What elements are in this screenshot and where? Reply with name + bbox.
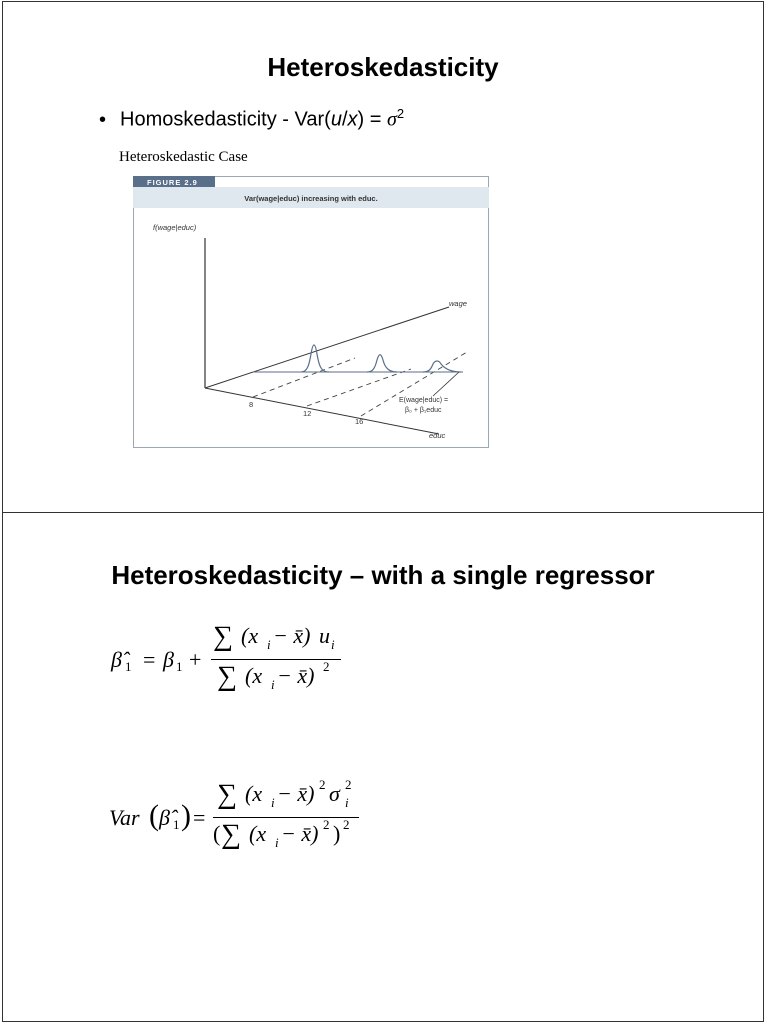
slide-1 (2, 1, 764, 513)
tick-12: 12 (303, 409, 312, 418)
tick-8: 8 (249, 400, 254, 409)
slide-2-title: Heteroskedasticity – with a single regressor (111, 560, 655, 590)
bullet-homoskedasticity (99, 106, 404, 132)
eq1-den-sq: 2 (323, 659, 330, 674)
eq2-equals: = (193, 805, 206, 830)
eq2-beta-sub: 1 (173, 817, 180, 832)
eq1-num-sum: ∑ (213, 621, 233, 652)
eq2-den-paren: (x (249, 821, 267, 846)
figure-2-9 (133, 176, 489, 448)
figure-header: Var(wage|educ) increasing with educ. (244, 194, 378, 203)
eq1-den-sum: ∑ (217, 661, 237, 692)
eq1-den-paren: (x (245, 663, 263, 688)
bullet-text-pre: Homoskedasticity - Var( (120, 108, 331, 131)
eq2-den-outer-sq: 2 (343, 817, 350, 832)
eq2-var: Var (109, 805, 140, 830)
tick-16: 16 (355, 417, 364, 426)
annotation-line2: β₀ + β₁educ (405, 407, 442, 414)
figure-svg (133, 176, 489, 448)
educ-label: educ (429, 431, 446, 440)
eq2-den-sum: ∑ (221, 819, 241, 850)
wage-label: wage (449, 299, 467, 308)
annotation-line1: E(wage|educ) = (399, 397, 449, 404)
eq2-num-paren: (x (245, 781, 263, 806)
eq1-den-i: i (271, 677, 275, 692)
eq1-plus: + (189, 647, 202, 672)
eq1-num-u-sub: i (331, 637, 335, 652)
equation-var-beta-hat (109, 779, 379, 859)
eq1-beta-sub: 1 (176, 659, 183, 674)
figure-label: FIGURE 2.9 (147, 178, 198, 187)
eq1-num-paren: (x (241, 623, 259, 648)
eq2-sigma-sup: 2 (345, 777, 352, 792)
eq2-num-sum: ∑ (217, 779, 237, 810)
figure-caption: Heteroskedastic Case (119, 149, 248, 165)
equation-beta-hat (111, 617, 371, 697)
eq1-fraction-bar (211, 659, 341, 660)
y-axis-label: f(wage|educ) (153, 223, 197, 232)
eq2-lparen: ( (149, 799, 159, 832)
eq1-num-minus: − x̄) (273, 623, 311, 648)
slide-2 (2, 512, 764, 1022)
eq2-rparen: ) (181, 799, 191, 832)
eq2-sigma-sub: i (345, 795, 349, 810)
eq1-lhs-sub: 1 (125, 659, 132, 674)
eq1-den-minus: − x̄) (277, 663, 315, 688)
eq2-beta-hat: β̂ (159, 805, 170, 830)
bullet-marker: • (99, 108, 107, 131)
bullet-x: x (347, 108, 358, 131)
eq2-num-i: i (271, 795, 275, 810)
eq2-num-minus: − x̄) (277, 781, 315, 806)
eq2-den-close: ) (333, 821, 341, 846)
eq2-den-open: ( (213, 821, 221, 846)
bullet-slash: / (341, 108, 348, 131)
eq2-den-i: i (275, 835, 279, 850)
bullet-exp: 2 (396, 106, 405, 121)
bullet-sigma: σ (386, 108, 397, 131)
slide-1-title: Heteroskedasticity (267, 52, 499, 82)
eq1-num-u: u (319, 623, 330, 648)
eq2-sigma: σ (329, 781, 340, 806)
eq2-den-minus: − x̄) (281, 821, 319, 846)
eq2-num-sq: 2 (319, 777, 326, 792)
eq2-fraction-bar (213, 817, 359, 818)
eq1-equals: = (143, 647, 156, 672)
eq1-num-i: i (267, 637, 271, 652)
eq1-lhs-beta: β̂ (111, 647, 122, 672)
eq2-den-sq: 2 (323, 817, 330, 832)
eq1-beta: β (163, 647, 174, 672)
bullet-u: u (330, 108, 342, 131)
bullet-text-post: ) = (357, 108, 387, 131)
